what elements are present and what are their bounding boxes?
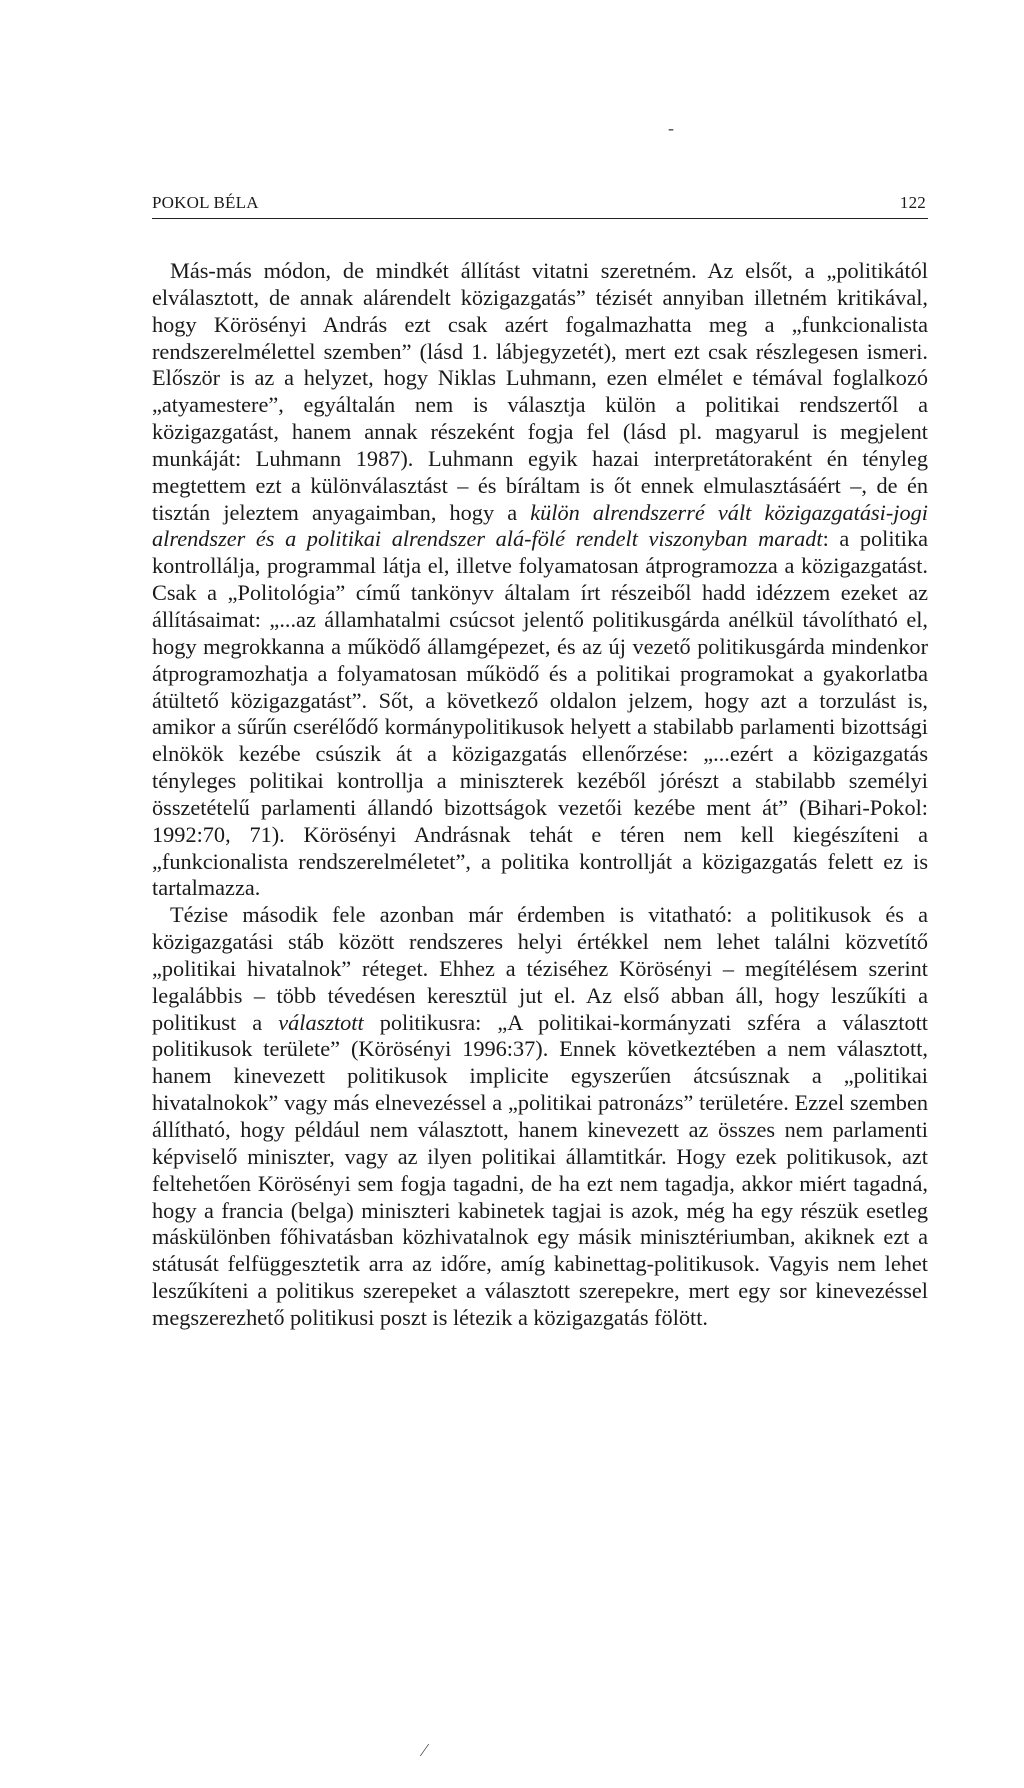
paragraph-text: Más-más módon, de mindkét állítást vitatni szeretném. Az elsőt, a „politikától elválasztott, de annak alárendelt közigazgatás” tézisét annyiban illetném kritikával, hogy Körösényi András ezt csak azért fogalmazhatta meg a „funkcionalista rendszerelmélettel szemben” (lásd 1. lábjegyzetét), mert ezt csak részlegesen ismeri. Először is az a helyzet, hogy Niklas Luhmann, ezen elmélet e témával foglalkozó „atyamestere”, egyáltalán nem is választja külön a politikai rendszertől a közigazgatást, hanem annak részeként fogja fel (lásd pl. magyarul is megjelent munkáját: Luhmann 1987). Luhmann egyik hazai interpretátoraként én tényleg megtettem ezt a különválasztást – és bíráltam is őt ennek elmulasztásáért –, de én tisztán jeleztem anyagaimban, hogy a <box>152 258 928 525</box>
paragraph-2 <box>152 902 928 1332</box>
paragraph-text: : a politika kontrollálja, programmal látja el, illetve folyamatosan átprogramozza a közigazgatást. Csak a „Politológia” című tankönyv általam írt részeiből hadd idézzem ezeket az állításaimat: „...az államhatalmi csúcsot jelentő politikusgárda anélkül távolítható el, hogy megrokkanna a működő államgépezet, és az új vezető politikusgárda mindenkor átprogramozhatja a folyamatosan működő és a politikai programokat a gyakorlatba átültető közigazgatást”. Sőt, a következő oldalon jelzem, hogy azt a torzulást is, amikor a sűrűn cserélődő kormánypolitikusok helyett a stabilabb parlamenti bizottsági elnökök kezébe csúszik át a közigazgatás ellenőrzése: „...ezért a közigazgatás tényleges politikai kontrollja a miniszterek kezéből jórészt a stabilabb személyi összetételű parlamenti állandó bizottságok vezetői kezébe ment át” (Bihari-Pokol: 1992:70, 71). Körösényi Andrásnak tehát e téren nem kell kiegészíteni a „funkcionalista rendszerelméletet”, a politika kontrollját a közigazgatás felett ez is tartalmazza. <box>152 526 928 901</box>
paragraph-1 <box>152 258 928 902</box>
paragraph-text: politikusra: „A politikai-kormányzati szféra a választott politikusok területe” (Körösényi 1996:37). Ennek következtében a nem választott, hanem kinevezett politikusok implicite egyszerűen átcsúsznak a „politikai hivatalnokok” vagy más elnevezéssel a „politikai patronázs” területére. Ezzel szemben állítható, hogy például nem választott, hanem kinevezett az összes nem parlamenti képviselő miniszter, vagy az ilyen politikai államtitkár. Hogy ezek politikusok, azt feltehetően Körösényi sem fogja tagadni, de ha ezt nem tagadja, akkor miért tagadná, hogy a francia (belga) miniszteri kabinetek tagjai is azok, még ha egy részük esetleg máskülönben főhivatásban közhivatalnok egy másik minisztériumban, akiknek ezt a státusát felfüggesztetik arra az időre, amíg kabinettag-politikusok. Vagyis nem lehet leszűkíteni a politikus szerepeket a választott szerepekre, mert egy sor kinevezéssel megszerezhető politikusi poszt is létezik a közigazgatás fölött. <box>152 1009 928 1330</box>
emphasis-text: külön alrendszerré vált közigazgatási-jogi alrendszer és a politikai alrendszer alá-fölé rendelt viszonyban maradt <box>152 499 928 552</box>
paragraph-text: Tézise második fele azonban már érdemben is vitatható: a politikusok és a közigazgatási stáb között rendszeres helyi értékkel nem lehet találni közvetítő „politikai hivatalnok” réteget. Ehhez a téziséhez Körösényi – megítélésem szerint legalábbis – több tévedésen keresztül jut el. Az első abban áll, hogy leszűkíti a politikust a <box>152 902 928 1035</box>
emphasis-text: választott <box>278 1009 364 1035</box>
header-author: POKOL BÉLA <box>152 193 259 212</box>
page-number: 122 <box>899 193 926 212</box>
scan-speck: ⁄ <box>423 1740 427 1760</box>
running-header <box>152 192 928 219</box>
body-text <box>152 258 928 1332</box>
scan-speck: - <box>668 118 674 138</box>
